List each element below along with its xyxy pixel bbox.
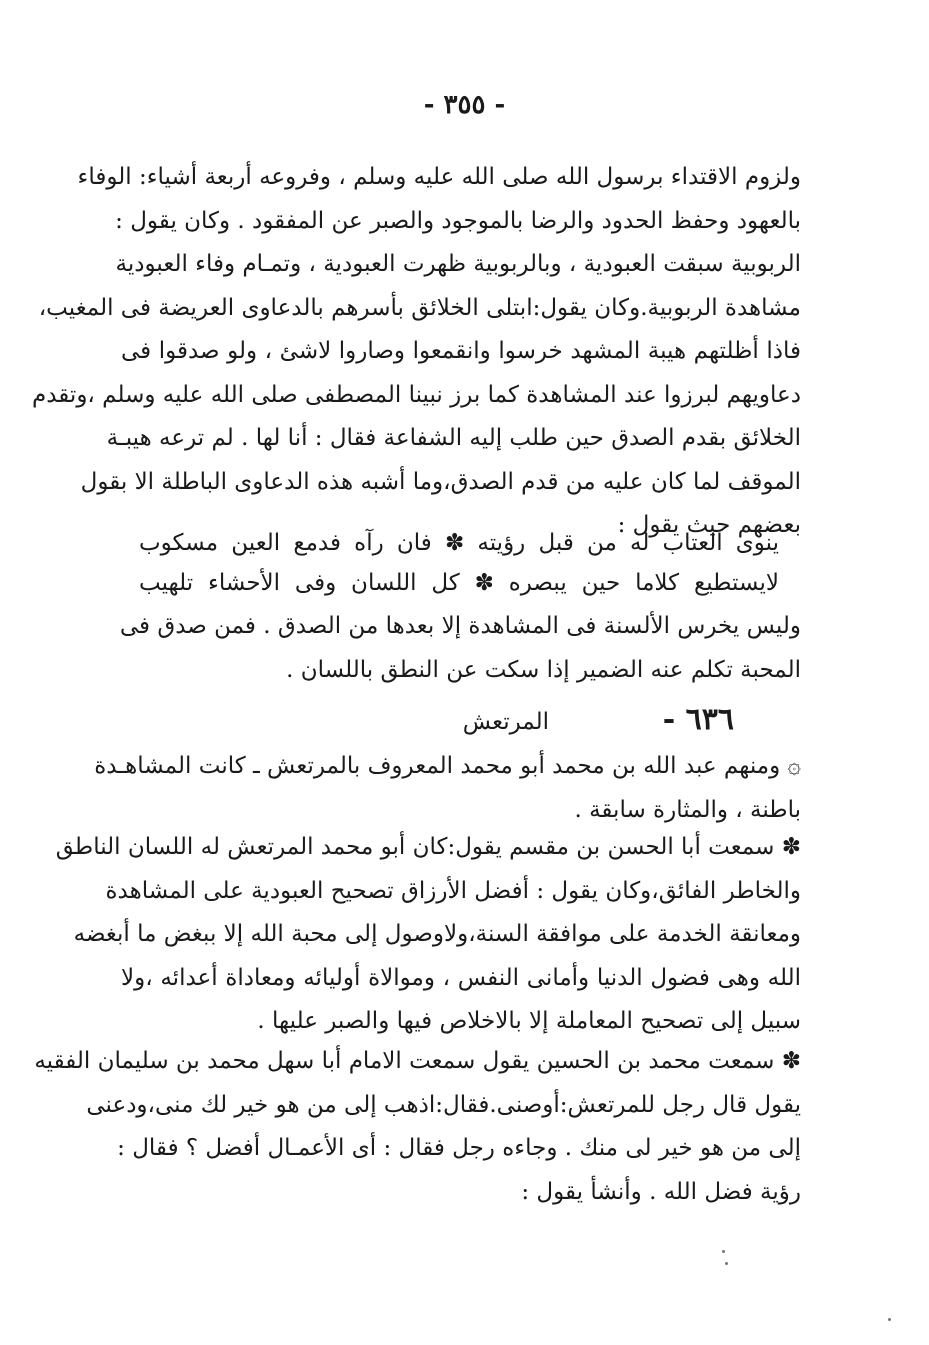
text-line: المحبة تكلم عنه الضمير إذا سكت عن النطق باللسان . [286, 656, 801, 683]
text-line: الخلائق بقدم الصدق حين طلب إليه الشفاعة فقال : أنا لها . لم ترعه هيبـة [106, 425, 801, 451]
paragraph-3 [94, 745, 801, 832]
text-line: وليس يخرس الألسنة فى المشاهدة إلا بعدها من الصدق . فمن صدق فى [119, 613, 801, 639]
paragraph-4 [55, 826, 801, 1044]
text-line: ✽ سمعت أبا الحسن بن مقسم يقول:كان أبو محمد المرتعش له اللسان الناطق [55, 834, 801, 860]
text-line: باطنة ، والمثارة سابقة . [574, 796, 801, 823]
page-number: - ٣٥٥ - [423, 90, 506, 120]
text-line: سبيل إلى تصحيح المعاملة إلا بالاخلاص فيها والصبر عليها . [257, 1008, 801, 1034]
text-line: إلى من هو خير لى منك . وجاءه رجل فقال : أى الأعمـال أفضل ؟ فقال : [117, 1135, 801, 1161]
text-line: رؤية فضل الله . وأنشأ يقول : [521, 1178, 801, 1205]
text-line: ✽ سمعت محمد بن الحسين يقول سمعت الامام أبا سهل محمد بن سليمان الفقيه [34, 1048, 801, 1074]
text-line: دعاويهم لبرزوا عند المشاهدة كما برز نبينا المصطفى صلى الله عليه وسلم ،وتقدم [31, 381, 801, 408]
verse-line: لايستطيع كلاما حين يبصره ✽ كل اللسان وفى الأحشاء تلهيب [139, 570, 779, 596]
text-line: مشاهدة الربوبية.وكان يقول:ابتلى الخلائق بأسرهم بالدعاوى العريضة فى المغيب، [38, 294, 801, 321]
text-line: ۞ ومنهم عبد الله بن محمد أبو محمد المعروف بالمرتعش ـ كانت المشاهـدة [94, 753, 801, 779]
scan-speck [888, 1318, 891, 1321]
text-line: والخاطر الفائق،وكان يقول : أفضل الأرزاق تصحيح العبودية على المشاهدة [105, 877, 801, 904]
section-heading [0, 700, 929, 740]
text-line: يقول قال رجل للمرتعش:أوصنى.فقال:اذهب إلى من هو خير لك منى،ودعنى [86, 1091, 801, 1118]
text-line: ولزوم الاقتداء برسول الله صلى الله عليه وسلم ، وفروعه أربعة أشياء: الوفاء [77, 164, 801, 190]
text-line: الربوبية سبقت العبودية ، وبالربوبية ظهرت العبودية ، وتمـام وفاء العبودية [115, 251, 801, 277]
verse-line: ينوى العتاب له من قبل رؤيته ✽ فان رآه فدمع العين مسكوب [139, 530, 779, 556]
text-line: ومعانقة الخدمة على موافقة السنة،ولاوصول إلى محبة الله إلا ببغض ما أبغضه [73, 921, 801, 947]
paragraph-5 [34, 1040, 801, 1214]
text-line: الموقف لما كان عليه من قدم الصدق،وما أشبه هذه الدعاوى الباطلة الا بقول [80, 468, 801, 495]
text-line: بعضهم حيث يقول : [617, 512, 801, 538]
text-line: فاذا أظلتهم هيبة المشهد خرسوا وانقمعوا وصاروا لاشئ ، ولو صدقوا فى [121, 338, 801, 364]
text-line: الله وهى فضول الدنيا وأمانى النفس ، وموالاة أوليائه ومعاداة أعدائه ،ولا [121, 964, 801, 991]
section-number: ٦٣٦ - [662, 702, 734, 737]
scan-speck [725, 1262, 728, 1265]
paragraph-2 [121, 605, 801, 692]
text-line: بالعهود وحفظ الحدود والرضا بالموجود والصبر عن المفقود . وكان يقول : [115, 207, 801, 234]
scan-speck [722, 1250, 725, 1253]
section-title: المرتعش [462, 709, 549, 735]
paragraph-1 [31, 156, 801, 548]
